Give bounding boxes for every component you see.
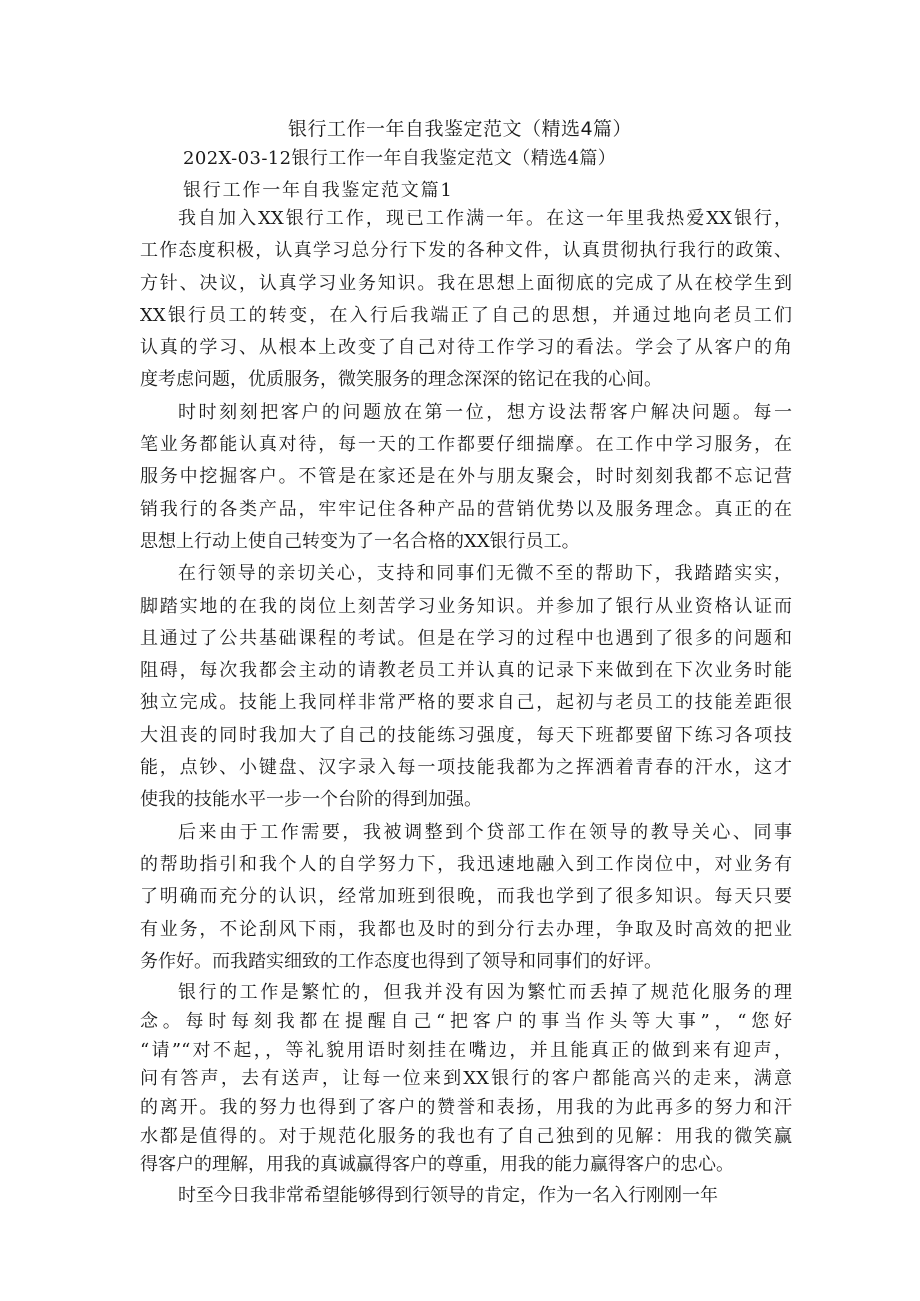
text-line: 大沮丧的同时我加大了自己的技能练习强度，每天下班都要留下练习各项技 — [140, 724, 792, 746]
text-line: 销我行的各类产品，牢牢记住各种产品的营销优势以及服务理念。真正的在 — [140, 498, 792, 520]
text-line: “请”“对不起，，等礼貌用语时刻挂在嘴边，并且能真正的做到来有迎声， — [140, 1039, 792, 1061]
document-body — [140, 203, 792, 1212]
text-line: 且通过了公共基础课程的考试。但是在学习的过程中也遇到了很多的问题和 — [140, 627, 792, 649]
document-title: 银行工作一年自我鉴定范文（精选4篇） — [287, 118, 633, 140]
text-line: 问有答声，去有送声，让每一位来到XX银行的客户都能高兴的走来，满意 — [140, 1068, 792, 1090]
text-line: 思想上行动上使自己转变为了一名合格的XX银行员工。 — [140, 530, 580, 552]
text-line: 有业务，不论刮风下雨，我都也及时的到分行去办理，争取及时高效的把业 — [140, 918, 792, 940]
text-line: 水都是值得的。对于规范化服务的我也有了自己独到的见解：用我的微笑赢 — [140, 1125, 792, 1147]
text-line: 的帮助指引和我个人的自学努力下，我迅速地融入到工作岗位中，对业务有 — [140, 853, 792, 875]
text-line: 了明确而充分的认识，经常加班到很晚，而我也学到了很多知识。每天只要 — [140, 886, 792, 908]
text-line: 能，点钞、小键盘、汉字录入每一项技能我都为之挥洒着青春的汗水，这才 — [140, 757, 792, 779]
text-line: 时时刻刻把客户的问题放在第一位，想方设法帮客户解决问题。每一 — [178, 401, 792, 423]
text-line: 脚踏实地的在我的岗位上刻苦学习业务知识。并参加了银行从业资格认证而 — [140, 595, 792, 617]
paragraph-4 — [140, 817, 792, 978]
text-line: 认真的学习、从根本上改变了自己对待工作学习的看法。学会了从客户的角 — [140, 337, 792, 359]
text-line: 得客户的理解，用我的真诚赢得客户的尊重，用我的能力赢得客户的忠心。 — [140, 1154, 734, 1176]
date-line: 202X-03-12银行工作一年自我鉴定范文（精选4篇） — [183, 148, 617, 169]
text-line: 笔业务都能认真对待，每一天的工作都要仔细揣摩。在工作中学习服务，在 — [140, 434, 792, 456]
paragraph-1 — [140, 203, 792, 397]
text-line: 服务中挖掘客户。不管是在家还是在外与朋友聚会，时时刻刻我都不忘记营 — [140, 466, 792, 488]
text-line: 使我的技能水平一步一个台阶的得到加强。 — [140, 789, 482, 811]
text-line: 度考虑问题，优质服务，微笑服务的理念深深的铭记在我的心间。 — [140, 369, 662, 391]
paragraph-2 — [140, 397, 792, 558]
text-line: 时至今日我非常希望能够得到行领导的肯定，作为一名入行刚刚一年 — [178, 1184, 718, 1206]
text-line: 在行领导的亲切关心，支持和同事们无微不至的帮助下，我踏踏实实， — [178, 563, 792, 585]
text-line: 后来由于工作需要，我被调整到个贷部工作在领导的教导关心、同事 — [178, 821, 792, 843]
text-line: 务作好。而我踏实细致的工作态度也得到了领导和同事们的好评。 — [140, 950, 662, 972]
text-line: 阻碍，每次我都会主动的请教老员工并认真的记录下来做到在下次业务时能 — [140, 660, 792, 682]
text-line: 的离开。我的努力也得到了客户的赞誉和表扬，用我的为此再多的努力和汗 — [140, 1096, 792, 1118]
text-line: XX银行员工的转变，在入行后我端正了自己的思想，并通过地向老员工们 — [140, 304, 792, 326]
paragraph-5 — [140, 978, 792, 1180]
text-line: 工作态度积极，认真学习总分行下发的各种文件，认真贯彻执行我行的政策、 — [140, 240, 792, 262]
text-line: 我自加入XX银行工作，现已工作满一年。在这一年里我热爱XX银行， — [178, 208, 792, 229]
paragraph-6 — [140, 1180, 792, 1212]
text-line: 念。每时每刻我都在提醒自己“把客户的事当作头等大事”，“您好 — [140, 1011, 792, 1033]
text-line: 银行的工作是繁忙的，但我并没有因为繁忙而丢掉了规范化服务的理 — [178, 982, 792, 1004]
text-line: 方针、决议，认真学习业务知识。我在思想上面彻底的完成了从在校学生到 — [140, 272, 792, 294]
paragraph-3 — [140, 558, 792, 816]
text-line: 独立完成。技能上我同样非常严格的要求自己，起初与老员工的技能差距很 — [140, 692, 792, 714]
section-heading: 银行工作一年自我鉴定范文篇1 — [183, 180, 454, 201]
